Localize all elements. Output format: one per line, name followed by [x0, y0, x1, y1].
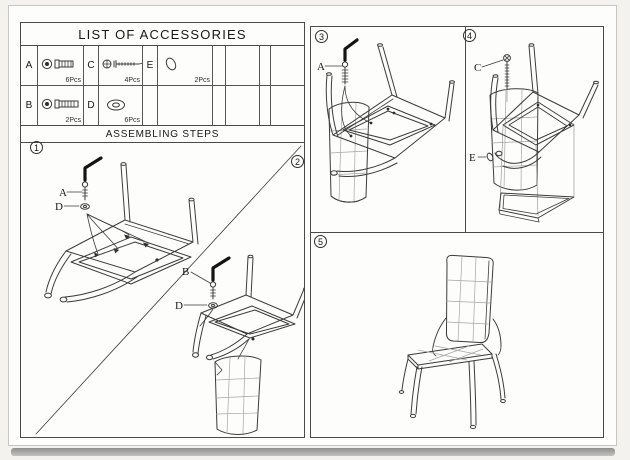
assembling-steps-title: ASSEMBLING STEPS — [105, 128, 220, 140]
step-1-badge: 1 — [30, 141, 43, 154]
accessory-cell-e — [158, 46, 213, 86]
allen-key-icon — [85, 158, 101, 180]
step3-diagram — [311, 27, 465, 232]
steps-1-2-panel — [21, 143, 304, 438]
accessory-label-e: E — [143, 46, 158, 86]
part-label-a-step1: A — [59, 187, 67, 199]
accessory-qty-b: 2Pcs — [65, 117, 81, 124]
accessory-cell-empty — [226, 86, 260, 125]
accessory-cell-empty — [260, 46, 271, 86]
accessory-cell-empty — [158, 86, 213, 125]
assembling-steps-bar — [21, 126, 304, 143]
accessories-title-bar — [21, 23, 304, 46]
accessory-qty-d: 6Pcs — [124, 117, 140, 124]
accessory-cell-empty — [143, 86, 158, 125]
accessory-cell-empty — [226, 46, 260, 86]
accessory-cell-c — [99, 46, 143, 86]
accessory-label-a: A — [21, 46, 38, 86]
allen-key-icon — [213, 258, 229, 280]
accessory-cell-b — [38, 86, 84, 125]
bolt-a — [82, 182, 87, 200]
allen-key-icon — [345, 40, 357, 60]
quilted-backrest — [490, 89, 538, 190]
hex-socket-bolt-icon — [40, 53, 82, 75]
step-3-panel — [310, 26, 466, 233]
step5-diagram — [311, 233, 603, 437]
step-4-badge: 4 — [463, 29, 476, 42]
accessory-qty-e: 2Pcs — [194, 77, 210, 84]
accessory-label-d: D — [84, 86, 99, 125]
step-3-badge: 3 — [315, 30, 328, 43]
step1-diagram — [45, 158, 198, 302]
panel-divider-diagonal — [36, 146, 301, 434]
part-label-b-step2: B — [182, 266, 190, 278]
step4-diagram — [466, 27, 603, 232]
accessory-qty-a: 6Pcs — [65, 77, 81, 84]
steps-1-2-diagram — [21, 143, 304, 438]
accessory-cell-empty — [260, 86, 271, 125]
bolt-a — [342, 62, 348, 84]
accessory-qty-c: 4Pcs — [124, 77, 140, 84]
part-label-d-step2: D — [175, 300, 183, 312]
bolt-b — [210, 282, 215, 299]
accessory-cell-d — [99, 86, 143, 125]
washer-d — [209, 303, 218, 309]
ring-icon — [160, 53, 184, 77]
part-label-a-step3: A — [317, 61, 325, 73]
phillips-screw-icon — [101, 53, 143, 75]
accessory-label-c: C — [84, 46, 99, 86]
page-bottom-scan-shadow — [11, 448, 615, 456]
accessory-label-b: B — [21, 86, 38, 125]
step-5-badge: 5 — [314, 235, 327, 248]
step-2-badge: 2 — [291, 155, 304, 168]
step-4-panel — [465, 26, 604, 233]
step-5-panel — [310, 232, 604, 438]
quilted-backrest — [215, 356, 261, 434]
accessory-cell-a — [38, 46, 84, 86]
part-label-c-step4: C — [474, 62, 482, 74]
accessory-cell-empty — [213, 86, 226, 125]
accessory-cell-empty — [271, 86, 304, 125]
accessory-cell-empty — [213, 46, 226, 86]
accessories-and-steps-block — [20, 22, 305, 438]
washer-d — [81, 204, 90, 210]
chair-backrest — [446, 255, 493, 342]
accessories-table — [21, 46, 304, 126]
washer-icon — [101, 96, 133, 116]
screw-c — [504, 55, 511, 89]
part-label-d-step1: D — [55, 201, 63, 213]
step2-diagram — [175, 255, 304, 434]
page-title: LIST OF ACCESSORIES — [78, 26, 247, 42]
part-label-e-step4: E — [469, 152, 476, 164]
finished-chair — [399, 255, 505, 428]
accessory-cell-empty — [271, 46, 304, 86]
hex-socket-bolt-long-icon — [40, 93, 84, 115]
